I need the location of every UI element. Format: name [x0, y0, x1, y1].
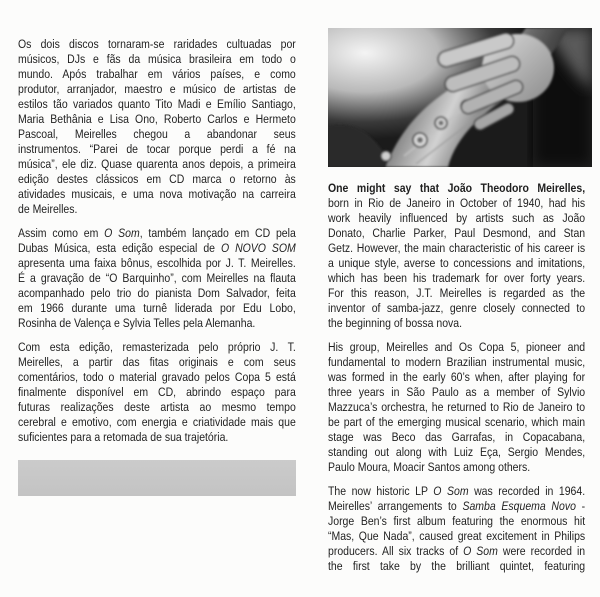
text-line: [18, 142, 296, 157]
text-run: stage was Beco das Garrafas, in Copacabana,: [328, 430, 586, 444]
text-line: [328, 514, 585, 529]
text-run: standing out along with Luiz Eça, Sergio Mendes,: [328, 445, 586, 459]
text-run: em 1966 durante uma turnê liderada por Edu Lobo,: [18, 301, 296, 315]
left-column-portuguese-text: [18, 37, 296, 445]
text-run: Jorge Ben’s first album featuring the enormous hit: [328, 514, 586, 528]
text-line: [18, 370, 296, 385]
text-run: suficientes para a retomada de sua trajetória.: [18, 430, 229, 444]
text-run: atividades musicais, e uma nova motivação na carreira: [18, 187, 296, 201]
text-run: comentários, todo o material gravado pelos Copa 5 está: [18, 370, 296, 384]
bold-lead-in-run: One might say that João Theodoro Meirelles,: [328, 181, 586, 195]
text-line: [328, 400, 585, 415]
text-line: [328, 340, 585, 355]
text-line: [328, 226, 585, 241]
text-run: -: [575, 499, 586, 513]
saxophone-photo: [328, 28, 592, 167]
paragraph: [18, 37, 296, 217]
text-run: música”, ele diz. Quase quarenta anos depois, a primeira: [18, 157, 296, 171]
text-line: [18, 97, 296, 112]
text-line: [328, 370, 585, 385]
text-line: [18, 256, 296, 271]
text-line: [18, 157, 296, 172]
text-run: Os dois discos tornaram-se raridades cultuadas por: [18, 37, 296, 51]
text-run: apresenta uma faixa bônus, escolhida por J. T. Meirelles.: [18, 256, 296, 270]
paragraph: [328, 484, 585, 574]
text-line: [18, 112, 296, 127]
text-run: cerebral e emotivo, com energia e criatividade mais que: [18, 415, 296, 429]
text-line: [18, 400, 296, 415]
text-line: [328, 460, 585, 475]
text-line: [328, 256, 585, 271]
text-run: , também lançado em CD pela: [139, 226, 296, 240]
text-run: be part of the emerging musical scenario, which main: [328, 415, 586, 429]
text-run: Mazzuca’s orchestra, he returned to Rio de Janeiro to: [328, 400, 586, 414]
text-line: [18, 52, 296, 67]
text-run: Meirelles, a partir das fitas originais e com seus: [18, 355, 296, 369]
text-run: For this reason, J.T. Meirelles is regarded as the: [328, 286, 586, 300]
text-run: fundamental to modern Brazilian instrumental music,: [328, 355, 586, 369]
text-run: É a gravação de “O Barquinho”, com Meirelles na flauta: [18, 271, 296, 285]
text-line: [18, 82, 296, 97]
text-line: [328, 286, 585, 301]
text-run: Dubas Música, esta edição especial de: [18, 241, 221, 255]
text-line: [18, 127, 296, 142]
text-line: [328, 559, 585, 574]
text-run: edição destes clássicos em CD marca o retorno às: [18, 172, 296, 186]
text-run: born in Rio de Janeiro in October of 1940, had his: [328, 196, 586, 210]
italic-title-run: O NOVO SOM: [220, 241, 296, 255]
text-line: [18, 67, 296, 82]
text-line: [18, 271, 296, 286]
text-line: [18, 241, 296, 256]
text-line: [328, 544, 585, 559]
paragraph: [18, 226, 296, 331]
text-run: work heavily influenced by artists such as João: [328, 211, 586, 225]
text-run: the beginning of bossa nova.: [328, 316, 463, 330]
right-column-english-text: [328, 181, 585, 574]
text-run: estilos tão variados quanto Tito Madi e Emílio Santiago,: [18, 97, 296, 111]
text-line: [18, 37, 296, 52]
text-run: Pascoal, Meirelles chegou a abandonar seus: [18, 127, 296, 141]
text-run: finalmente disponível em CD, abrindo espaço para: [18, 385, 296, 399]
text-line: [328, 316, 585, 331]
paragraph: [18, 340, 296, 445]
text-line: [18, 301, 296, 316]
text-run: Maria Bethânia e Lisa Ono, Roberto Carlos e Hermeto: [18, 112, 296, 126]
text-run: inventor of samba-jazz, genre closely connected to: [328, 301, 586, 315]
text-line: [18, 385, 296, 400]
paragraph: [328, 181, 585, 331]
text-run: Paulo Moura, Moacir Santos among others.: [328, 460, 531, 474]
text-line: [18, 415, 296, 430]
text-run: producers. All six tracks of: [328, 544, 464, 558]
text-line: [328, 430, 585, 445]
text-line: [328, 241, 585, 256]
text-run: de Meirelles.: [18, 202, 78, 216]
text-line: [328, 415, 585, 430]
text-line: [328, 499, 585, 514]
text-run: instrumentos. “Parei de tocar porque perdi a fé na: [18, 142, 296, 156]
text-line: [328, 385, 585, 400]
text-run: “Mas, Que Nada”, caused great excitement in Philips: [328, 529, 586, 543]
text-line: [18, 340, 296, 355]
text-line: [328, 271, 585, 286]
text-line: [328, 355, 585, 370]
text-run: músicos, DJs e fãs da música brasileira em todo o: [18, 52, 296, 66]
text-run: Assim como em: [18, 226, 105, 240]
text-line: [328, 196, 585, 211]
text-run: were recorded in: [497, 544, 586, 558]
text-line: [328, 301, 585, 316]
text-run: Com esta edição, remasterizada pelo próprio J. T.: [18, 340, 296, 354]
text-line: [18, 355, 296, 370]
text-line: [328, 484, 585, 499]
italic-title-run: Samba Esquema Novo: [462, 499, 576, 513]
text-line: [18, 202, 296, 217]
text-run: Donato, Charlie Parker, Paul Desmond, and Stan: [328, 226, 586, 240]
text-run: Meirelles’ arrangements to: [328, 499, 463, 513]
text-run: was recorded in 1964.: [468, 484, 586, 498]
text-line: [18, 172, 296, 187]
italic-title-run: O Som: [463, 544, 498, 558]
text-line: [18, 316, 296, 331]
text-run: three years in São Paulo as a member of Sylvio: [328, 385, 586, 399]
text-run: which has been his trademark for over forty years.: [328, 271, 586, 285]
italic-title-run: O Som: [104, 226, 140, 240]
text-run: acompanhado pelo trio do pianista Dom Salvador, feita: [18, 286, 296, 300]
paragraph: [328, 340, 585, 475]
text-run: a unique style, averse to concessions and imitations,: [328, 256, 586, 270]
text-run: mundo. Após trabalhar em vários países, e como: [18, 67, 296, 81]
text-line: [18, 286, 296, 301]
text-run: His group, Meirelles and Os Copa 5, pioneer and: [328, 340, 586, 354]
text-run: produtor, arranjador, maestro e músico de artistas de: [18, 82, 296, 96]
text-line: [328, 211, 585, 226]
text-line: [18, 187, 296, 202]
text-line: [328, 529, 585, 544]
text-run: The now historic LP: [328, 484, 434, 498]
text-line: [18, 226, 296, 241]
text-run: futuras realizações deste artista ao mesmo tempo: [18, 400, 296, 414]
text-line: [18, 430, 296, 445]
text-run: Rosinha de Valença e Sylvia Telles pela Alemanha.: [18, 316, 256, 330]
text-run: the first take by the brilliant quintet, featuring: [328, 559, 586, 573]
gray-banner: [18, 460, 296, 496]
text-line: [328, 445, 585, 460]
text-run: was formed in the early 60’s when, after playing for: [328, 370, 586, 384]
text-line: [328, 181, 585, 196]
italic-title-run: O Som: [433, 484, 469, 498]
text-run: Getz. However, the main characteristic of his career is: [328, 241, 586, 255]
